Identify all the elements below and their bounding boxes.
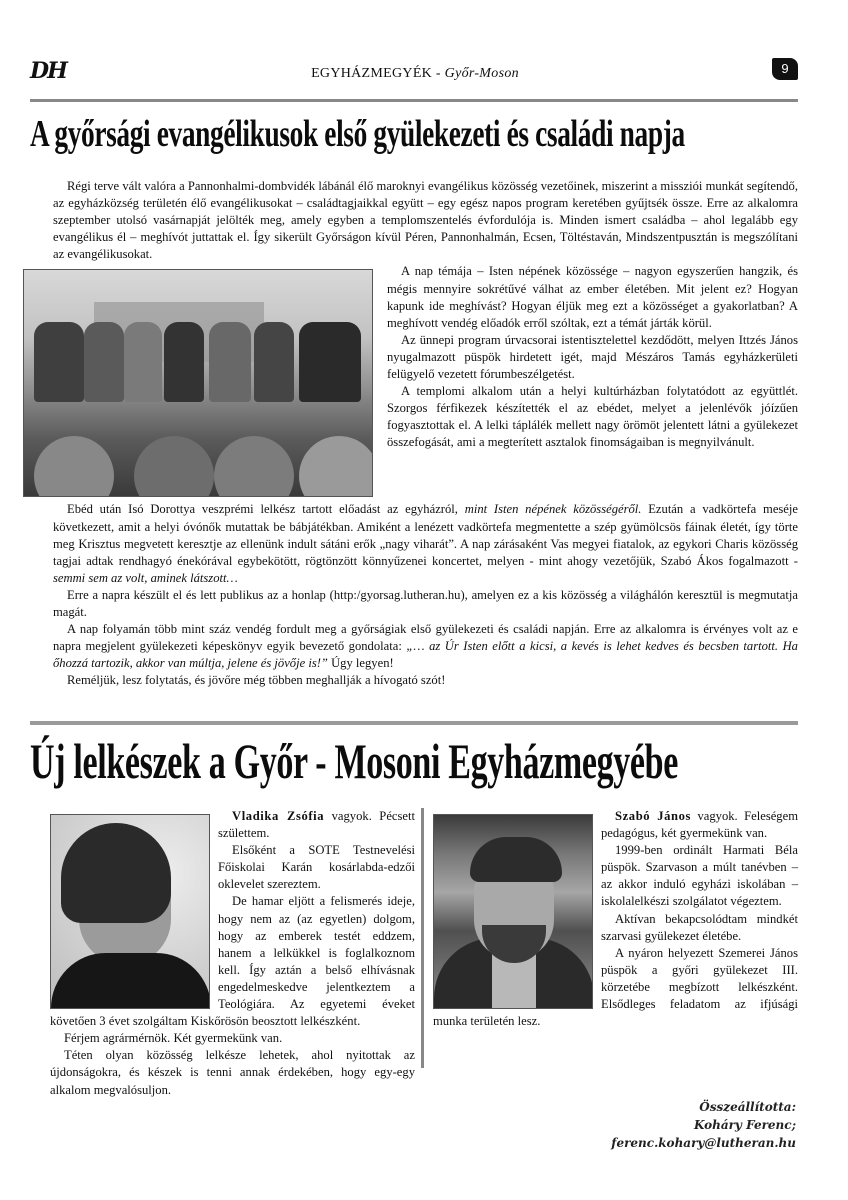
portrait-man-icon (433, 814, 593, 1009)
page-number-badge: 9 (772, 58, 798, 80)
paragraph: Reméljük, lesz folytatás, és jövőre még többen meghallják a hívogató szót! (67, 673, 446, 688)
photo-congregation-music-icon (23, 269, 373, 497)
paragraph: Téten olyan közösség lelkésze lehetek, ahol nyitottak az újdonságokra, és készek is tenni annak érdekében, hogy egy-egy alkalom megvalósuljon. (50, 1048, 415, 1097)
paragraph: Aktívan bekapcsolódtam mindkét szarvasi gyülekezet életébe. (601, 911, 798, 943)
paragraph: Ebéd után Isó Dorottya veszprémi lelkész tartott előadást az egyházról, mint Isten népének közösségéről. Ezután a vadkörtefa meséje következett, amit a helyi óvónők mutattak be bábjátékban. Amiként a lenézett vadkörtefa megmentette a szép gyümölcsös fáinak életét, így törte meg Krisztus megvetett keresztje az ellenünk indult sátáni erők „nagy viharát”. A nap zárásaként Vas megyei fiatalok, az egykori Charis közösség tagjai adtak rendhagyó énekórával egybekötött, rögtönzött könnyűzenei koncertet, melyen - mint ahogy vezetőjük, Szabó Ákos fogalmazott - semmi sem az volt, aminek látszott… (53, 502, 798, 585)
article-divider (30, 721, 798, 725)
column-divider (421, 808, 424, 1068)
article-body (53, 178, 798, 690)
paragraph: A nap témája – Isten népének közössége – nagyon egyszerűen hangzik, és mégis mennyire sokrétűvé válhat az ember életében. Mit jelent ez? Hogyan kapunk ide meghívást? Hogyan éljük meg ezt a közösséget a gyakorlatban? A meghívott vendég előadók erről szóltak, ezt a témát járták körül. (387, 264, 798, 330)
paragraph: 1999-ben ordinált Harmati Béla püspök. Szarvason a múlt tanévben – az akkor induló egyházi iskolában – iskolalelkészi szolgálatot végeztem. (601, 843, 798, 909)
portrait-woman-icon (50, 814, 210, 1009)
paragraph: Férjem agrármérnök. Két gyermekünk van. (64, 1031, 283, 1046)
paragraph: A nyáron helyezett Szemerei János püspök a győri gyülekezet III. körzetébe megbízott lelkészként. Elsődleges feladatom az ifjúsági munka területén lesz. (433, 945, 798, 1029)
pastor-name: Vladika Zsófia (232, 809, 325, 823)
header-divider (30, 99, 798, 102)
paragraph: A nap folyamán több mint száz vendég fordult meg a győrságiak első gyülekezeti és családi napján. Erre az alkalomra is érvényes volt az e napra megjelent gyülekezeti képeskönyv egyik bevezető gondolata: „… az Úr Isten előtt a kicsi, a kevés is lehet kedves és becsben tartott. Ha őhozzá tartozik, akkor van múltja, jelene és jövője is!” Úgy legyen! (53, 622, 798, 671)
page-header (30, 56, 800, 92)
article-headline: Új lelkészek a Győr - Mosoni Egyházmegyébe (30, 733, 679, 789)
paragraph: Vladika Zsófia vagyok. Pécsett születtem. (218, 809, 415, 841)
credits-author: Koháry Ferenc; (693, 1118, 796, 1132)
credits (611, 1098, 796, 1152)
credits-email[interactable]: ferenc.kohary@lutheran.hu (611, 1136, 796, 1150)
section-name: EGYHÁZMEGYÉK (311, 66, 433, 81)
paragraph-website: Erre a napra készült el és lett publikus az a honlap (http:/gyorsag.lutheran.hu), amelyen ez a kis közösség a világhálón keresztül is megmutatja magát. (53, 587, 798, 620)
paragraph: Régi terve vált valóra a Pannonhalmi-dombvidék lábánál élő maroknyi evangélikus közösség vezetőinek, miszerint a missziói munkát segítendő, az egyházközség területén élő evangélikusokat – családtagjaikkal együtt – egy egész napos program keretében gyűjtsék össze. Erre az alkalomra szeptember utolsó vasárnapját jelölték meg, amely egyben a templomszentelés évfordulója is. Minden ismert családba – ahol legalább egy evangélikus él – meghívót juttattak el. Így sikerült Győrságon kívül Péren, Pannonhalmán, Ecsen, Töltéstaván, Mindszentpusztán is megszólítani az evangélikusokat. (53, 179, 798, 262)
paragraph: De hamar eljött a felismerés ideje, hogy nem az (az egyetlen) dolgom, hogy az emberek testét eddzem, hanem a lelkükkel is foglalkoznom kell. Így aztán a belső elhívásnak engedelmeskedve jelentkeztem a Teológiára. Az egyetemi éveket követően 3 évet szolgáltam Kiskőrösön beosztott lelkészként. (50, 894, 415, 1029)
subsection-name: Győr-Moson (444, 66, 519, 81)
pastor-profile-left (50, 808, 415, 1099)
paragraph: Szabó János vagyok. Feleségem pedagógus, két gyermekünk van. (601, 809, 798, 841)
credits-label: Összeállította: (699, 1100, 796, 1114)
article-headline: A győrsági evangélikusok első gyülekezeti és családi napja (30, 113, 685, 155)
section-title: EGYHÁZMEGYÉK - Győr-Moson (311, 66, 519, 81)
pastor-name: Szabó János (615, 809, 692, 823)
paragraph: Elsőként a SOTE Testnevelési Főiskolai Karán kosárlabda-edzői oklevelet szereztem. (218, 843, 415, 892)
paragraph: Az ünnepi program úrvacsorai istentisztelettel kezdődött, melyen Ittzés János nyugalmazott püspök hirdetett igét, majd Mészáros Tamás egyházkerületi felügyelő vezetett fórumbeszélgetést. (387, 332, 798, 382)
pastor-profile-right (433, 808, 798, 1030)
paragraph: A templomi alkalom után a helyi kultúrházban folytatódott az együttlét. Szorgos férfikezek készítették el az ebédet, melyet a jelenlévők jóízűen fogyasztottak el. A lelki táplálék mellett nagy örömöt jelentett látni a gyülekezet összefogását, ami a megterített asztalok finomságaiban is megnyilvánult. (387, 384, 798, 450)
publication-logo: DH (30, 58, 66, 84)
